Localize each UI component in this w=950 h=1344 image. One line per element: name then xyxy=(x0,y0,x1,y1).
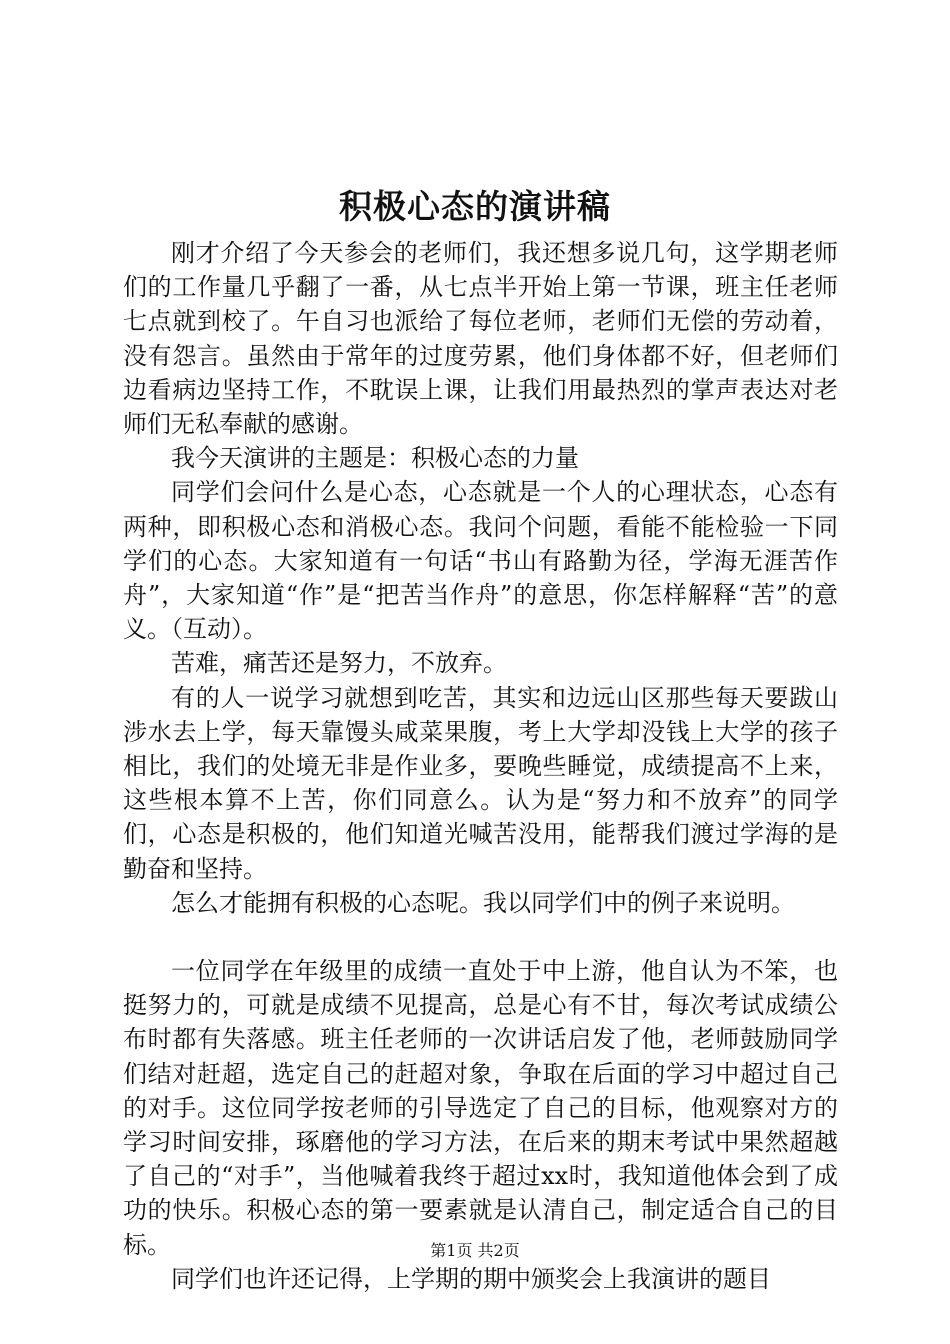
page-footer: 第1页 共2页 xyxy=(430,1241,520,1260)
paragraph-2: 我今天演讲的主题是：积极心态的力量 xyxy=(171,444,579,473)
document-body xyxy=(123,236,838,1296)
paragraph-4: 苦难，痛苦还是努力，不放弃。 xyxy=(171,649,507,678)
paragraph-8: 同学们也许还记得，上学期的期中颁奖会上我演讲的题目 xyxy=(171,1264,771,1293)
paragraph-1: 刚才介绍了今天参会的老师们，我还想多说几句，这学期老师们的工作量几乎翻了一番，从七点半开始上第一节课，班主任老师七点就到校了。午自习也派给了每位老师，老师们无偿的劳动着，没有怨言。虽然由于常年的过度劳累，他们身体都不好，但老师们边看病边坚持工作，不耽误上课，让我们用最热烈的掌声表达对老师们无私奉献的感谢。 xyxy=(123,239,838,439)
document-title: 积极心态的演讲稿 xyxy=(339,187,611,226)
paragraph-3: 同学们会问什么是心态，心态就是一个人的心理状态，心态有两种，即积极心态和消极心态。我问个问题，看能不能检验一下同学们的心态。大家知道有一句话“书山有路勤为径，学海无涯苦作舟”，大家知道“作”是“把苦当作舟”的意思，你怎样解释“苦”的意义。（互动）。 xyxy=(123,478,838,644)
paragraph-6: 怎么才能拥有积极的心态呢。我以同学们中的例子来说明。 xyxy=(171,888,795,917)
paragraph-5: 有的人一说学习就想到吃苦，其实和边远山区那些每天要跋山涉水去上学，每天靠馒头咸菜果腹，考上大学却没钱上大学的孩子相比，我们的处境无非是作业多，要晚些睡觉，成绩提高不上来，这些根本算不上苦，你们同意么。认为是“努力和不放弃”的同学们，心态是积极的，他们知道光喊苦没用，能帮我们渡过学海的是勤奋和坚持。 xyxy=(123,683,838,883)
paragraph-7: 一位同学在年级里的成绩一直处于中上游，他自认为不笨，也挺努力的，可就是成绩不见提高，总是心有不甘，每次考试成绩公布时都有失落感。班主任老师的一次讲话启发了他，老师鼓励同学们结对赶超，选定自己的赶超对象，争取在后面的学习中超过自己的对手。这位同学按老师的引导选定了自己的目标，他观察对方的学习时间安排，琢磨他的学习方法，在后来的期末考试中果然超越了自己的“对手”，当他喊着我终于超过xx时，我知道他体会到了成功的快乐。积极心态的第一要素就是认清自己，制定适合自己的目标。 xyxy=(123,957,838,1259)
